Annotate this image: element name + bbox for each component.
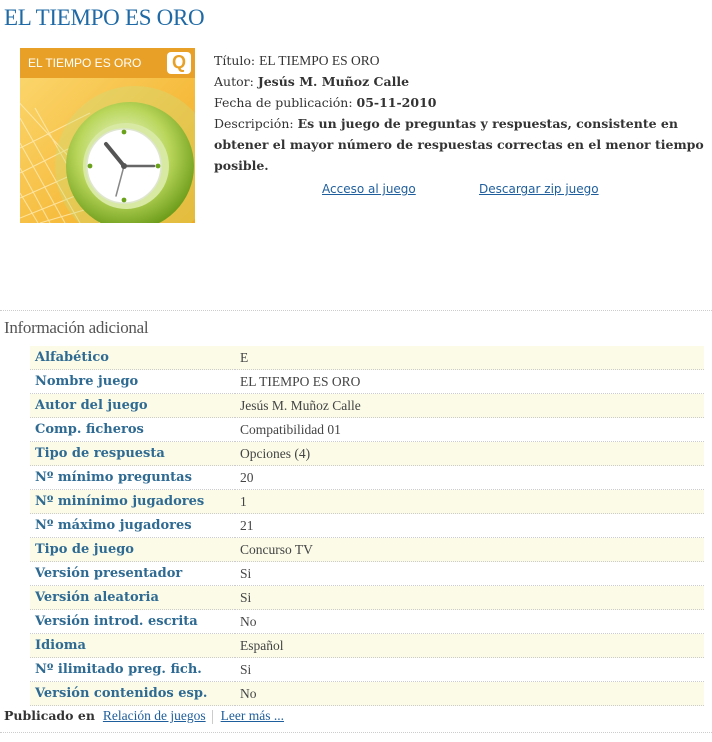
- meta-description: [214, 113, 708, 176]
- info-key: Nº ilimitado preg. fich.: [30, 658, 235, 682]
- table-row: [30, 490, 704, 514]
- info-key: Versión contenidos esp.: [30, 682, 235, 706]
- table-row: [30, 442, 704, 466]
- info-value: Concurso TV: [235, 538, 704, 562]
- info-value: E: [235, 346, 704, 370]
- meta-description-label: Descripción:: [214, 116, 294, 131]
- info-value: Si: [235, 658, 704, 682]
- table-row: [30, 682, 704, 706]
- meta-author-value: Jesús M. Muñoz Calle: [257, 74, 410, 89]
- info-value: Si: [235, 586, 704, 610]
- game-metadata: [214, 50, 708, 176]
- info-value: No: [235, 682, 704, 706]
- table-row: [30, 610, 704, 634]
- info-key: Versión aleatoria: [30, 586, 235, 610]
- info-key: Nº máximo jugadores: [30, 514, 235, 538]
- download-zip-link[interactable]: Descargar zip juego: [479, 182, 599, 196]
- meta-description-value: Es un juego de preguntas y respuestas, consistente en obtener el mayor número de respuestas correctas en el menor tiempo posible.: [214, 116, 704, 173]
- table-row: [30, 418, 704, 442]
- info-key: Nombre juego: [30, 370, 235, 394]
- info-value: Compatibilidad 01: [235, 418, 704, 442]
- info-key: Idioma: [30, 634, 235, 658]
- game-thumbnail[interactable]: [20, 48, 195, 223]
- info-key: Nº mínimo preguntas: [30, 466, 235, 490]
- published-label: Publicado en: [4, 708, 95, 723]
- games-list-link[interactable]: Relación de juegos: [102, 708, 206, 723]
- table-row: [30, 346, 704, 370]
- additional-info-table: [30, 346, 704, 706]
- table-row: [30, 466, 704, 490]
- table-row: [30, 658, 704, 682]
- meta-author-label: Autor:: [214, 74, 254, 89]
- info-value: 20: [235, 466, 704, 490]
- info-value: Español: [235, 634, 704, 658]
- info-value: EL TIEMPO ES ORO: [235, 370, 704, 394]
- page-title: EL TIEMPO ES ORO: [4, 5, 205, 30]
- table-row: [30, 514, 704, 538]
- info-value: Jesús M. Muñoz Calle: [235, 394, 704, 418]
- info-key: Versión presentador: [30, 562, 235, 586]
- info-key: Autor del juego: [30, 394, 235, 418]
- link-separator: [212, 710, 213, 724]
- section-divider: [0, 310, 712, 311]
- info-value: No: [235, 610, 704, 634]
- meta-title-label: Título:: [214, 53, 256, 68]
- info-key: Tipo de respuesta: [30, 442, 235, 466]
- logo-text: Q: [172, 52, 187, 72]
- info-key: Alfabético: [30, 346, 235, 370]
- table-row: [30, 370, 704, 394]
- info-key: Comp. ficheros: [30, 418, 235, 442]
- additional-info-heading: Información adicional: [4, 318, 149, 337]
- table-row: [30, 394, 704, 418]
- table-row: [30, 562, 704, 586]
- info-value: 21: [235, 514, 704, 538]
- published-in: [4, 708, 284, 724]
- meta-date-value: 05-11-2010: [356, 95, 437, 110]
- footer-divider: [0, 732, 712, 733]
- info-value: Opciones (4): [235, 442, 704, 466]
- info-key: Nº minínimo jugadores: [30, 490, 235, 514]
- info-key: Versión introd. escrita: [30, 610, 235, 634]
- info-value: Si: [235, 562, 704, 586]
- thumbnail-caption: EL TIEMPO ES ORO: [28, 56, 142, 70]
- table-row: [30, 634, 704, 658]
- meta-title: [214, 50, 708, 71]
- info-key: Tipo de juego: [30, 538, 235, 562]
- info-value: 1: [235, 490, 704, 514]
- meta-date-label: Fecha de publicación:: [214, 95, 353, 110]
- table-row: [30, 538, 704, 562]
- clock-image: [20, 48, 195, 223]
- meta-date: [214, 92, 708, 113]
- meta-title-value: EL TIEMPO ES ORO: [259, 53, 380, 68]
- table-row: [30, 586, 704, 610]
- meta-author: [214, 71, 708, 92]
- access-game-link[interactable]: Acceso al juego: [322, 182, 416, 196]
- read-more-link[interactable]: Leer más ...: [220, 708, 284, 723]
